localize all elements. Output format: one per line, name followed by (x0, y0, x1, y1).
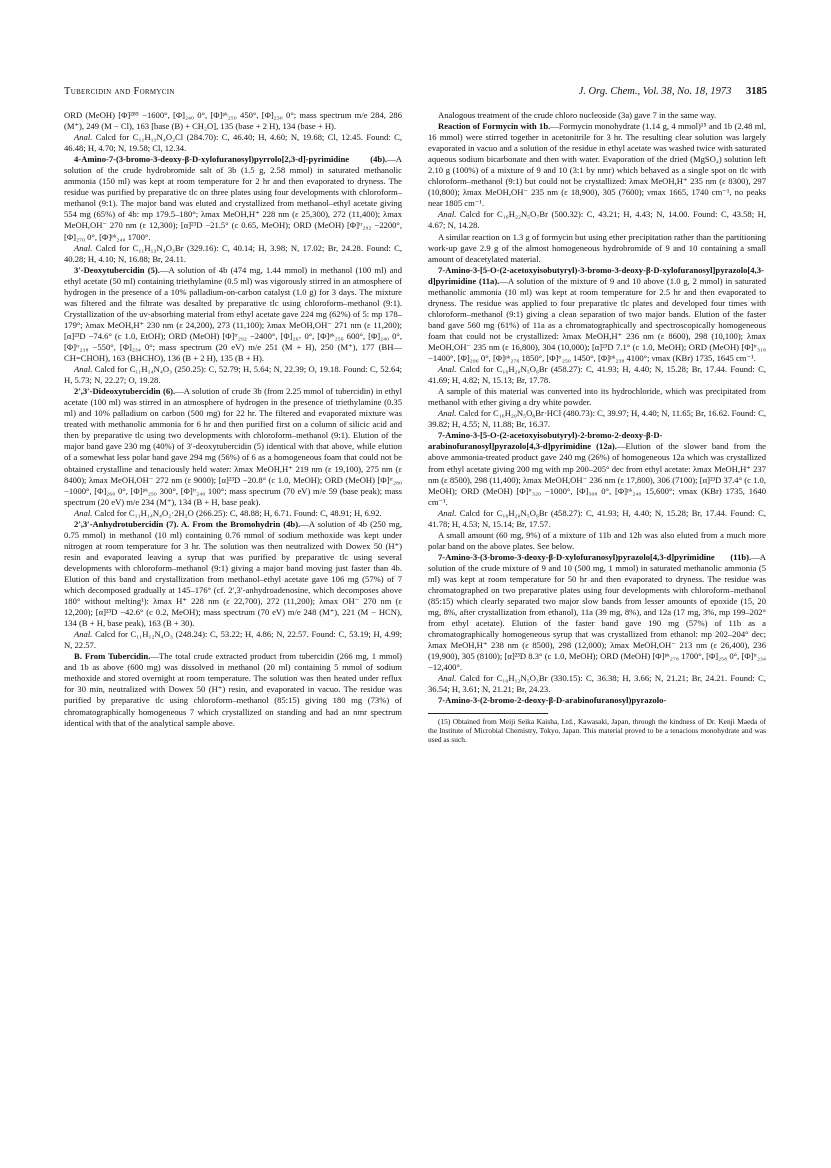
paragraph (428, 232, 766, 265)
paragraph (428, 386, 766, 408)
paragraph-text: —A solution of the crude hydrobromide salt of 3b (1.5 g, 2.58 mmol) in saturated methanolic ammonia (150 ml) was kept at room temperature for 2 hr and then evaporated to dryness. The residue was purified by preparative tlc on three plates using four developments with chloroform–methanol (9:1). The major band was eluted and crystallized from methanol–ethyl acetate giving 554 mg (65%) of 4b: mp 179.5–180°; λmax MeOH,H⁺ 228 nm (ε 25,300), 272 (11,400); λmax MeOH,OH⁻ 270 nm (ε 12,300); [α]²³D −21.5° (c 0.65, MeOH); ORD (MeOH) [Φ]ᵗʳ₂₉₂ −2200°, [Φ]₂₇₀ 0°, [Φ]ᵖᵏ₂₄₀ 1700°. (64, 154, 402, 242)
section-heading: Reaction of Formycin with 1b. (438, 121, 551, 132)
page-number: 3185 (746, 86, 767, 97)
paragraph (428, 430, 766, 507)
section-heading: 2′,3′-Dideoxytubercidin (6). (74, 386, 176, 397)
paragraph (64, 508, 402, 519)
paragraph (428, 265, 766, 364)
paragraph (64, 243, 402, 265)
paragraph-text: A small amount (60 mg, 9%) of a mixture of 11b and 12b was also eluted from a much more polar band on the above plates. See below. (428, 529, 766, 551)
section-heading: 2′,3′-Anhydrotubercidin (7). A. From the Bromohydrin (4b). (74, 518, 301, 529)
anal-label: Anal. (74, 242, 93, 253)
right-column (428, 110, 766, 745)
paragraph-text: Analogous treatment of the crude chloro nucleoside (3a) gave 7 in the same way. (438, 110, 717, 120)
paragraph (64, 110, 402, 132)
paragraph (428, 508, 766, 530)
paragraph-text: Calcd for C₁₁H₁₄N₄O₂·2H₂O (266.25): C, 48.88; H, 6.71. Found: C, 48.91; H, 6.92. (92, 507, 382, 518)
paragraph (428, 530, 766, 552)
section-heading: 4-Amino-7-(3-bromo-3-deoxy-β-D-xylofuranosyl)pyrrolo[2,3-d]-pyrimidine (4b). (74, 154, 388, 165)
paragraph-text: —Elution of the slower band from the above ammonia-treated product gave 240 mg (26%) of homogeneous 12a which was crystallized from ethyl acetate giving 200 mg with mp 200–205° dec from ethyl acetate: λmax MeOH,H⁺ 237 nm (ε 8500), 298 (11,400); λmax MeOH,OH⁻ 236 nm (ε 17,800), 306 (7100); [α]²³D 37.4° (c 1.0, MeOH); ORD (MeOH) [Φ]ᵗʳ₃₂₀ −1000°, [Φ]₃₀₈ 0°, [Φ]ᵖᵏ₂₄₀ 15,600°; νmax (KBr) 1735, 1640 cm⁻¹. (428, 441, 767, 507)
anal-label: Anal. (438, 209, 457, 220)
section-heading: B. From Tubercidin. (74, 651, 151, 662)
paragraph-text: —The total crude extracted product from tubercidin (266 mg, 1 mmol) and 1b as above (600 mg) was dissolved in methanol (20 ml) containing 5 mmol of sodium methoxide and stored overnight at room temperature. The solution was then heated under reflux for 30 min, neutralized with Dowex 50 (H⁺) resin, and evaporated in vacuo. The residue was purified by preparative tlc using chloroform–methanol (85:15) giving 180 mg (73%) of chromatographically homogeneous 7 which crystallized on standing and had an nmr spectrum identical with that of the analytical sample above. (64, 651, 402, 728)
paragraph-text: Calcd for C₁₁H₁₃N₄O₃Br (329.16): C, 40.14; H, 3.98; N, 17.02; Br, 24.28. Found: C, 40.28; H, 4.10; N, 16.88; Br, 24.11. (64, 242, 402, 264)
paragraph (64, 519, 402, 629)
paragraph-text: Calcd for C₁₁H₁₃N₄O₂Cl (284.70): C, 46.40; H, 4.60; N, 19.68; Cl, 12.45. Found: C, 46.48; H, 4.70; N, 19.58; Cl, 12.34. (64, 132, 402, 154)
paragraph (428, 673, 766, 695)
paragraph-text: —Formycin monohydrate (1.14 g, 4 mmol)¹⁵ and 1b (2.48 ml, 16 mmol) were stirred together in acetonitrile for 3 hr. The resulting clear solution was largely evaporated in vacuo and a solution of the residue in ethyl acetate was washed twice with saturated aqueous sodium bicarbonate and then with water. Evaporation of the dried (MgSO₄) solution left 2.10 g (100%) of a mixture of 9 and 10 (3:1 by nmr) which behaved as a single spot on tlc with chloroform–methanol (9:1) but could not be crystallized: λmax MeOH,H⁺ 235 nm (ε 8300), 297 (10,800); λmax MeOH,OH⁻ 235 nm (ε 18,900), 305 (7600); νmax 1665, 1740 cm⁻¹, no peaks near 1805 cm⁻¹. (428, 121, 766, 209)
running-header (64, 86, 767, 104)
section-heading: 7-Amino-3-[5-O-(2-acetoxyisobutyryl)-2-bromo-2-deoxy-β-D-arabinofuranosyl]pyrazolo[4,3-d]pyrimidine (12a). (428, 430, 663, 452)
paragraph-text: Calcd for C₁₆H₂₀N₅O₆Br (458.27): C, 41.93; H, 4.40; N, 15.28; Br, 17.44. Found: C, 41.78; H, 4.53; N, 15.14; Br, 17.57. (428, 507, 766, 529)
paragraph (428, 408, 766, 430)
paragraph-text: —A solution of crude 3b (from 2.25 mmol of tubercidin) in ethyl acetate (100 ml) was stirred in an atmosphere of hydrogen in the presence of triethylamine (0.35 ml) and 10% palladium on carbon (500 mg) for 22 hr. The filtered and evaporated mixture was treated with methanolic ammonia for 6 hr and then purified first on a column of silicic acid and then by preparative tlc using two developments with chloroform–methanol (9:1). Elution of the major band gave 230 mg (40%) of 3′-deoxytubercidin (5) identical with that above, while elution of a somewhat less polar band gave 294 mg (56%) of 6 as a homogeneous foam that could not be obtained crystalline and tenaciously held water: λmax MeOH,H⁺ 219 nm (ε 19,100), 275 nm (ε 8400); λmax MeOH,OH⁻ 272 nm (ε 9000); [α]²³D −20.8° (c 1.0, MeOH); ORD (MeOH) [Φ]ᵗʳ₂₈₀ −1000°, [Φ]₂₆₀ 0°, [Φ]ᵖᵏ₂₅₀ 300°, [Φ]ᵗʳ₂₄₀ 100°; mass spectrum (70 eV) m/e 59 (base peak); mass spectrum (20 eV) m/e 234 (M⁺), 134 (B + H, base peak). (64, 386, 402, 507)
paragraph-text: —A solution of the crude mixture of 9 and 10 (500 mg, 1 mmol) in saturated methanolic ammonia (5 ml) was kept at room temperature for 50 hr and then evaporated to dryness. The residue was chromatographed on two preparative plates using four developments with chloroform–methanol (85:15) which clearly separated two major slow bands from lesser amounts of epoxide (15, 20 mg, 8%, after crystallization from ethanol), 11a (39 mg, 8%), and 12a (17 mg, 3%, mp 199–202° from ethyl acetate). Elution of the faster band gave 190 mg (57%) of 11b as a chromatographically homogeneous syrup that was crystallized from ethanol: mp 202–204° dec; λmax MeOH,H⁺ 238 nm (ε 8500), 298 (12,000); λmax MeOH,OH⁻ 213 nm (ε 26,400), 236 (19,900), 305 (8100); [α]²³D 8.3° (c 1.0, MeOH); ORD (MeOH) [Φ]ᵖᵏ₂₇₈ 1700°, [Φ]₂₅₈ 0°, [Φ]ᵗʳ₂₃₄ −12,400°. (428, 551, 766, 673)
anal-label: Anal. (74, 629, 93, 640)
paragraph-text: Calcd for C₁₆H₂₀N₅O₆Br·HCl (480.73): C, 39.97; H, 4.40; N, 11.65; Br, 16.62. Found: C, 39.82; H, 4.55; N, 11.88; Br, 16.37. (428, 408, 766, 430)
paragraph (428, 552, 766, 674)
paragraph-text: A similar reaction on 1.3 g of formycin but using ether precipitation rather than the partitioning work-up gave 2.9 g of the almost homogeneous hydrobromide of 9 and 10 containing a small amount of deacetylated material. (428, 231, 766, 264)
paragraph-text: —A solution of the mixture of 9 and 10 above (1.0 g, 2 mmol) in saturated methanolic ammonia (10 ml) was kept at room temperature for 2.5 hr and then evaporated to dryness. The residue was applied to four preparative tlc plates and developed four times with chloroform–methanol (9:1) giving a clean separation of two major bands. Elution of the faster band gave 560 mg (61%) of 11a as a chromatographically and spectroscopically homogeneous foam that could not be crystallized: λmax MeOH,H⁺ 236 nm (ε 8600), 298 (10,100); λmax MeOH,OH⁻ 235 nm (ε 16,800), 304 (10,000); [α]²³D 7.1° (c 1.0, MeOH); ORD (MeOH) [Φ]ᵗʳ₃₁₈ −1400°, [Φ]₂₉₆ 0°, [Φ]ᵖᵏ₂₇₆ 1850°, [Φ]ᵗʳ₂₅₀ 1450°, [Φ]ᵖᵏ₂₃₈ 4100°; νmax (KBr) 1735, 1645 cm⁻¹. (428, 275, 766, 364)
paragraph (428, 695, 766, 706)
anal-label: Anal. (438, 408, 457, 419)
paragraph-text: Calcd for C₁₁H₁₄N₄O₃ (250.25): C, 52.79; H, 5.64; N, 22.39; O, 19.18. Found: C, 52.64; H, 5.73; N, 22.27; O, 19.28. (64, 364, 402, 386)
paragraph-text: Calcd for C₁₀H₁₂N₅O₃Br (330.15): C, 36.38; H, 3.66; N, 21.21; Br, 24.21. Found: C, 36.54; H, 3.61; N, 21.21; Br, 24.23. (428, 673, 766, 695)
footnote: (15) Obtained from Meiji Seika Kaisha, Ltd., Kawasaki, Japan, through the kindness of Dr. Kenji Maeda of the Institute of Microbial Chemistry, Tokyo, Japan. This material proved to be a tenacious monohydrate and was used as such. (428, 716, 766, 745)
paragraph-text: ORD (MeOH) [Φ]²⁸⁵ −1600°, [Φ]₂₄₀ 0°, [Φ]ᵖᵏ₂₅₀ 450°, [Φ]₂₃₀ 0°; mass spectrum m/e 284, 286 (M⁺), 249 (M − Cl), 163 [base (B) + CH₂O], 135 (base + 2 H), 134 (base + H). (64, 110, 402, 132)
anal-label: Anal. (438, 364, 457, 375)
paragraph (64, 386, 402, 508)
left-column (64, 110, 402, 729)
footnote-rule (428, 713, 548, 714)
paragraph (428, 110, 766, 121)
paragraph (64, 364, 402, 386)
paragraph (64, 265, 402, 364)
paragraph (428, 209, 766, 231)
paragraph (64, 629, 402, 651)
anal-label: Anal. (438, 673, 457, 684)
anal-label: Anal. (74, 132, 93, 143)
paragraph-text: —A solution of 4b (474 mg, 1.44 mmol) in methanol (100 ml) and ethyl acetate (50 ml) containing triethylamine (0.5 ml) was vigorously stirred in an atmosphere of hydrogen in the presence of a 10% palladium-on-carbon catalyst (1.0 g) for 3 days. The mixture was filtered and the filtrate was desalted by preparative tlc using chloroform–methanol (9:1). Crystallization of the uv-absorbing material from ethyl acetate gave 224 mg (62%) of 5: mp 178–179°; λmax MeOH,H⁺ 230 nm (ε 24,200), 273 (11,100); λmax MeOH,OH⁻ 271 nm (ε 11,200); [α]²³D −74.6° (c 1.0, EtOH); ORD (MeOH) [Φ]ᵗʳ₂₉₂ −2400°, [Φ]₂₆₇ 0°, [Φ]ᵖᵏ₂₅₆ 600°, [Φ]₂₄₀ 0°, [Φ]ᵗʳ₂₃₈ −550°, [Φ]₂₃₄ 0°; mass spectrum (20 eV) m/e 251 (M + H), 250 (M⁺), 177 (BH—CH=CHOH), 163 (BHCHO), 136 (B + 2 H), 135 (B + H). (64, 264, 402, 364)
paragraph (64, 132, 402, 154)
paragraph (64, 154, 402, 242)
journal-name: J. Org. Chem., Vol. 38, No. 18, 1973 (578, 86, 732, 97)
paragraph-text: Calcd for C₁₆H₂₀N₅O₆Br (458.27): C, 41.93; H, 4.40; N, 15.28; Br, 17.44. Found: C, 41.69; H, 4.82; N, 15.13; Br, 17.78. (428, 364, 766, 386)
anal-label: Anal. (74, 364, 93, 375)
paragraph (428, 121, 766, 209)
paragraph (64, 651, 402, 728)
anal-label: Anal. (74, 507, 93, 518)
paragraph-text: Calcd for C₁₁H₁₂N₄O₃ (248.24): C, 53.22; H, 4.86; N, 22.57. Found: C, 53.19; H, 4.99; N, 22.57. (64, 629, 402, 651)
paragraph (428, 364, 766, 386)
paragraph-text: Calcd for C₁₆H₂₂N₅O₇Br (500.32): C, 43.21; H, 4.43; N, 14.00. Found: C, 43.58; H, 4.67; N, 14.28. (428, 209, 766, 231)
section-heading: 7-Amino-3-(2-bromo-2-deoxy-β-D-arabinofuranosyl)pyrazolo- (438, 695, 667, 706)
section-heading: 7-Amino-3-[5-O-(2-acetoxyisobutyryl)-3-bromo-3-deoxy-β-D-xylofuranosyl]pyrazolo[4,3-d]pyrimidine (11a). (428, 264, 764, 286)
right-column-body (428, 110, 766, 707)
paragraph-text: —A solution of 4b (250 mg, 0.75 mmol) in methanol (10 ml) containing 0.76 mmol of sodium methoxide was kept under nitrogen at room temperature for 3 hr. The solution was then neutralized with Dowex 50 (H⁺) resin and evaporated leaving a syrup that was purified by preparative tlc using several developments with chloroform–methanol (9:1) giving a major band moving just faster than 4b. Elution of this band and crystallization from methanol–ethyl acetate gave 106 mg (57%) of 7 which decomposed gradually at 145–176° (cf. 2′,3′-anhydroadenosine, which decomposes above 180° without melting¹): λmax H⁺ 228 nm (ε 22,700), 272 (11,200); λmax OH⁻ 270 nm (ε 12,200); [α]²³D −42.6° (c 0.2, MeOH); mass spectrum (70 eV) m/e 248 (M⁺), 221 (M − HCN), 134 (B + H, base peak), 163 (B + 30). (64, 518, 402, 629)
section-heading: 7-Amino-3-(3-bromo-3-deoxy-β-D-xylofuranosyl)pyrazolo[4,3-d]pyrimidine (11b). (438, 551, 752, 562)
running-title: Tubercidin and Formycin (64, 86, 175, 97)
section-heading: 3′-Deoxytubercidin (5). (74, 264, 160, 275)
paragraph-text: A sample of this material was converted into its hydrochloride, which was precipitated from methanol with ether giving a dry white powder. (428, 386, 766, 408)
anal-label: Anal. (438, 507, 457, 518)
journal-citation (579, 86, 767, 97)
